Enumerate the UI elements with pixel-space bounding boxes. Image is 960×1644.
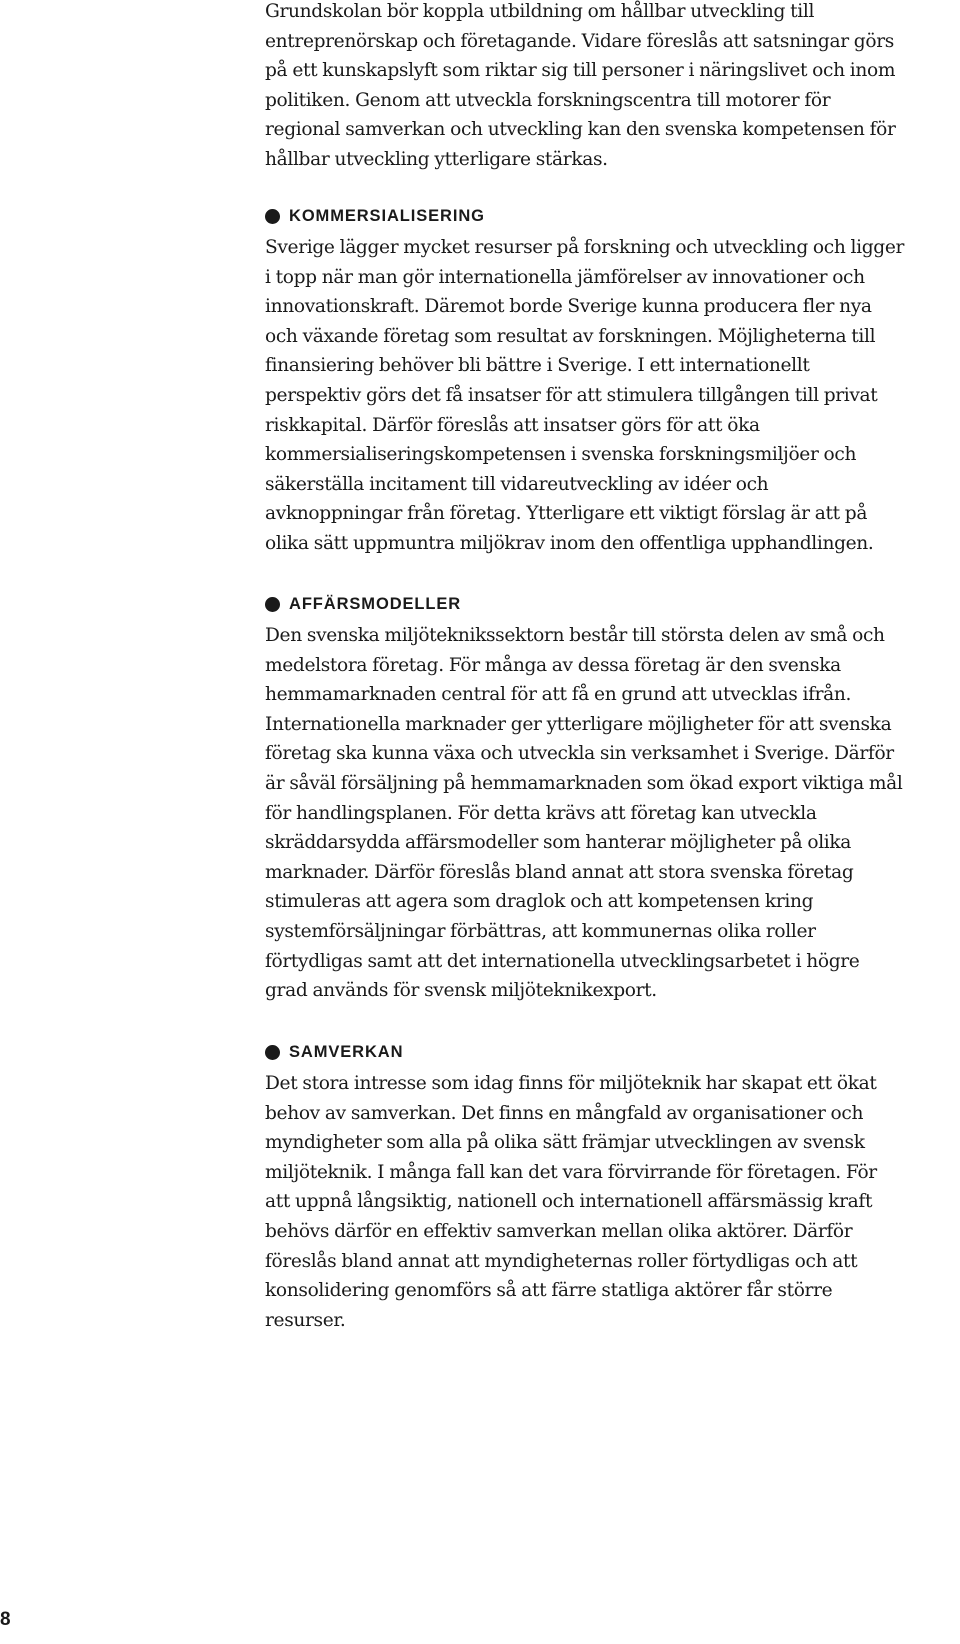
section-heading bbox=[265, 1041, 905, 1063]
section-kommersialisering bbox=[265, 205, 905, 559]
section-paragraph: Sverige lägger mycket resurser på forskning och utveckling och ligger i topp när man gör internationella jämförelser av innovationer och innovationskraft. Däremot borde Sverige kunna producera fler nya och växande företag som resultat av forskningen. Möjligheterna till finansiering behöver bli bättre i Sverige. I ett internationellt perspektiv görs det få insatser för att stimulera tillgången till privat riskkapital. Därför föreslås att insatser görs för att öka kommersialiseringskompetensen i svenska forskningsmiljöer och säkerställa incitament till vidareutveckling av idéer och avknoppningar från företag. Ytterligare ett viktigt förslag är att på olika sätt uppmuntra miljökrav inom den offentliga upphandlingen. bbox=[265, 237, 905, 554]
page-number: 8 bbox=[0, 1609, 11, 1630]
section-paragraph: Det stora intresse som idag finns för miljöteknik har skapat ett ökat behov av samverkan. Det finns en mångfald av organisationer och myndigheter som alla på olika sätt främjar utvecklingen av svensk miljöteknik. I många fall kan det vara förvirrande för företagen. För att uppnå långsiktig, nationell och internationell affärsmässig kraft behövs därför en effektiv samverkan mellan olika aktörer. Därför föreslås bland annat att myndigheternas roller förtydligas och att konsolidering genomförs så att färre statliga aktörer får större resurser. bbox=[265, 1073, 877, 1331]
section-paragraph: Den svenska miljöteknikssektorn består till största delen av små och medelstora företag. För många av dessa företag är den svenska hemmamarknaden central för att få en grund att utvecklas ifrån. Internationella marknader ger ytterligare möjligheter för att svenska företag ska kunna växa och utveckla sin verksamhet i Sverige. Därför är såväl försäljning på hemmamarknaden som ökad export viktiga mål för handlingsplanen. För detta krävs att företag kan utveckla skräddarsydda affärsmodeller som hanterar möjligheter på olika marknader. Därför föreslås bland annat att stora svenska företag stimuleras att agera som draglok och att kompetensen kring systemförsäljningar förbättras, att kommunernas olika roller förtydligas samt att det internationella utvecklingsarbetet i högre grad används för svensk miljöteknikexport. bbox=[265, 625, 903, 1002]
section-heading-label: KOMMERSIALISERING bbox=[289, 206, 485, 225]
page-content bbox=[265, 0, 905, 1331]
section-samverkan bbox=[265, 1041, 905, 1335]
section-affarsmodeller bbox=[265, 593, 905, 1006]
section-heading-label: AFFÄRSMODELLER bbox=[289, 594, 462, 613]
bullet-icon bbox=[265, 597, 280, 612]
bullet-icon bbox=[265, 209, 280, 224]
section-heading bbox=[265, 593, 905, 615]
intro-paragraph: Grundskolan bör koppla utbildning om hållbar utveckling till entreprenörskap och företagande. Vidare föreslås att satsningar görs på ett kunskapslyft som riktar sig till personer i näringslivet och inom politiken. Genom att utveckla forskningscentra till motorer för regional samverkan och utveckling kan den svenska kompetensen för hållbar utveckling ytterligare stärkas. bbox=[265, 1, 896, 170]
bullet-icon bbox=[265, 1045, 280, 1060]
section-heading-label: SAMVERKAN bbox=[289, 1042, 404, 1061]
section-heading bbox=[265, 205, 905, 227]
